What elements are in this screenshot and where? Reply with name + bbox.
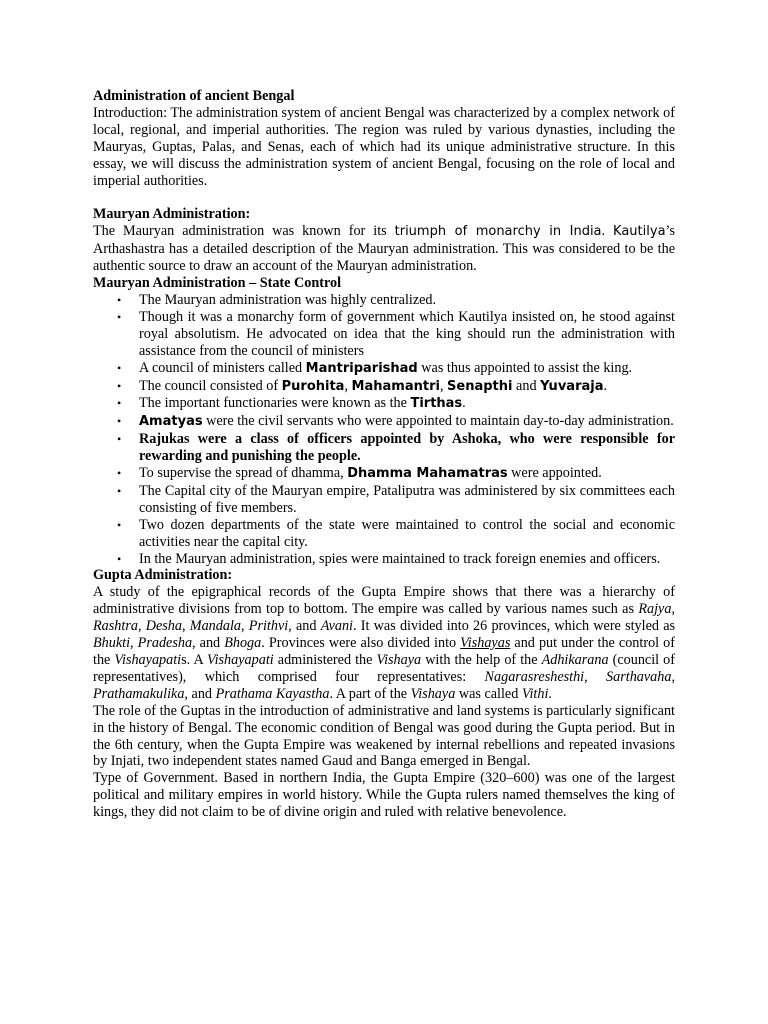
maurya-heading: Mauryan Administration: <box>93 206 251 223</box>
list-item: • Though it was a monarchy form of government which Kautilya insisted on, he stood against royal absolutism. He advocated on idea that the king should run the administration with assistance from the council of ministers <box>139 309 675 360</box>
list-item: • The Capital city of the Mauryan empire, Pataliputra was administered by six committees each consisting of five members. <box>139 483 675 517</box>
maurya-state-heading: Mauryan Administration – State Control <box>93 275 342 292</box>
doc-title: Administration of ancient Bengal <box>93 88 295 104</box>
list-item: • The important functionaries were known as the Tirthas. <box>139 395 675 413</box>
gupta-paragraph-1: A study of the epigraphical records of the Gupta Empire shows that there was a hierarchy of administrative divisions from top to bottom. The empire was called by various names such as Rajya, Rashtra, Desha, Mandala, Prithvi, and Avani. It was divided into 26 provinces, which were styled as Bhukti, Pradesha, and Bhoga. Provinces were also divided into Vishayas and put under the control of the Vishayapatis. A Vishayapati administered the Vishaya with the help of the Adhikarana (council of representatives), which comprised four representatives: Nagarasreshesthi, Sarthavaha, Prathamakulika, and Prathama Kayastha. A part of the Vishaya was called Vithi. <box>93 584 676 702</box>
list-item: • Amatyas were the civil servants who were appointed to maintain day-to-day administration. <box>139 413 675 431</box>
list-item: • In the Mauryan administration, spies were maintained to track foreign enemies and officers. <box>139 551 675 568</box>
list-item: • Two dozen departments of the state were maintained to control the social and economic activities near the capital city. <box>139 517 675 551</box>
gupta-paragraph-2: The role of the Guptas in the introduction of administrative and land systems is particularly significant in the history of Bengal. The economic condition of Bengal was good during the Gupta period. But in the 6th century, when the Gupta Empire was weakened by internal rebellions and repeated invasions by Injati, two independent states named Gaud and Banga emerged in Bengal. <box>93 702 675 770</box>
list-item: • Rajukas were a class of officers appointed by Ashoka, who were responsible for rewarding and punishing the people. <box>139 431 675 465</box>
intro-paragraph: Introduction: The administration system of ancient Bengal was characterized by a complex network of local, regional, and imperial authorities. The region was ruled by various dynasties, including the Mauryas, Guptas, Palas, and Senas, each of which had its unique administrative structure. In this essay, we will discuss the administration system of ancient Bengal, focusing on the role of local and imperial authorities. <box>93 104 675 189</box>
gupta-heading: Gupta Administration: <box>93 567 233 584</box>
list-item: • A council of ministers called Mantriparishad was thus appointed to assist the king. <box>139 360 675 378</box>
gupta-paragraph-3: Type of Government. Based in northern India, the Gupta Empire (320–600) was one of the largest political and military empires in world history. While the Gupta rulers named themselves the king of kings, they did not claim to be of divine origin and ruled with relative benevolence. <box>93 770 675 821</box>
maurya-paragraph: The Mauryan administration was known for its triumph of monarchy in India. Kautilya’s Arthashastra has a detailed description of the Mauryan administration. This was considered to be the authentic source to draw an account of the Mauryan administration. <box>93 223 675 275</box>
maurya-bullet-list <box>93 292 675 568</box>
document-page <box>93 88 675 821</box>
list-item: • The council consisted of Purohita, Mahamantri, Senapthi and Yuvaraja. <box>139 378 675 396</box>
list-item: • To supervise the spread of dhamma, Dhamma Mahamatras were appointed. <box>139 465 675 483</box>
list-item: • The Mauryan administration was highly centralized. <box>139 292 675 309</box>
